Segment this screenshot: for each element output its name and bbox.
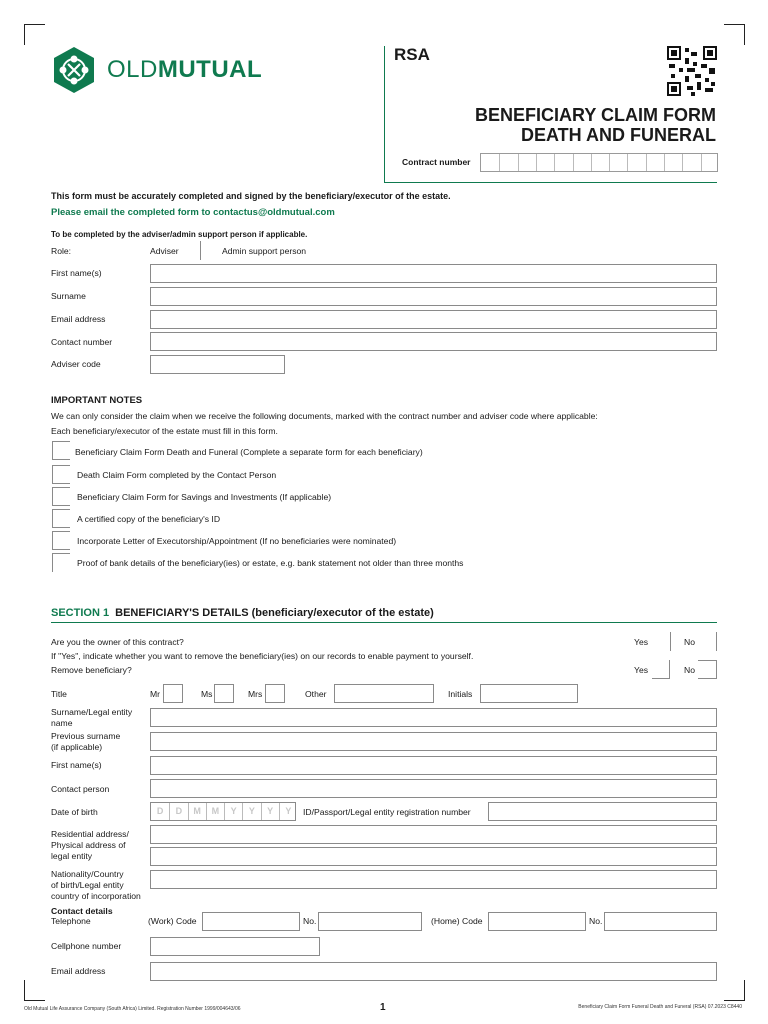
owner-yes-option[interactable]: Yes bbox=[634, 637, 649, 647]
previous-surname-label-line1: Previous surname bbox=[51, 731, 121, 741]
contract-digit-divider bbox=[682, 154, 683, 171]
document-checkbox[interactable] bbox=[52, 531, 70, 550]
contract-digit-divider bbox=[518, 154, 519, 171]
contact-person-label: Contact person bbox=[51, 784, 110, 794]
brand-old-text: OLD bbox=[107, 56, 158, 83]
old-mutual-logo bbox=[50, 46, 300, 96]
adviser-surname-input[interactable] bbox=[150, 287, 717, 306]
title-other-input[interactable] bbox=[334, 684, 434, 703]
initials-input[interactable] bbox=[480, 684, 578, 703]
telephone-label: Telephone bbox=[51, 916, 91, 926]
brand-mutual-text: MUTUAL bbox=[157, 56, 263, 83]
cellphone-input[interactable] bbox=[150, 937, 320, 956]
home-number-input[interactable] bbox=[604, 912, 717, 931]
dob-digit-cell: Y bbox=[279, 803, 297, 820]
section1-rule bbox=[51, 622, 717, 623]
dob-digit-cell: Y bbox=[224, 803, 242, 820]
nationality-label-line1: Nationality/Country bbox=[51, 869, 124, 879]
form-title-line2: DEATH AND FUNERAL bbox=[521, 125, 716, 145]
cellphone-label: Cellphone number bbox=[51, 941, 122, 951]
surname-label-line2: name bbox=[51, 718, 73, 728]
contract-digit-divider bbox=[646, 154, 647, 171]
residential-address-label bbox=[51, 829, 129, 862]
document-checkbox[interactable] bbox=[52, 509, 70, 528]
notes-line-1: We can only consider the claim when we receive the following documents, marked with the contract number and adviser code where applicable: bbox=[51, 411, 598, 421]
surname-label-line1: Surname/Legal entity bbox=[51, 707, 133, 717]
header-horizontal-rule bbox=[384, 182, 717, 183]
email-instruction-line: Please email the completed form to contactus@oldmutual.com bbox=[51, 207, 335, 218]
dob-digit-cell: D bbox=[156, 806, 164, 816]
contract-digit-divider bbox=[609, 154, 610, 171]
title-label: Title bbox=[51, 689, 67, 699]
qr-code-icon bbox=[667, 46, 717, 96]
title-mrs-checkbox[interactable] bbox=[265, 684, 285, 703]
document-item: Beneficiary Claim Form Death and Funeral (Complete a separate form for each beneficiary) bbox=[75, 447, 423, 457]
contract-digit-divider bbox=[573, 154, 574, 171]
remove-yes-checkbox[interactable] bbox=[652, 660, 670, 679]
footer-form-reference: Beneficiary Claim Form Funeral Death and Funeral (RSA) 07.2023 C8440 bbox=[578, 1004, 742, 1010]
crop-mark-bottom-left bbox=[24, 980, 45, 1001]
crop-mark-bottom-right bbox=[724, 980, 745, 1001]
work-number-label: No. bbox=[303, 916, 317, 926]
important-notes-heading: IMPORTANT NOTES bbox=[51, 395, 143, 406]
intro-line: This form must be accurately completed and signed by the beneficiary/executor of the estate. bbox=[51, 191, 451, 201]
role-admin-option[interactable]: Admin support person bbox=[222, 246, 307, 256]
document-checkbox[interactable] bbox=[52, 487, 70, 506]
owner-question: Are you the owner of this contract? bbox=[51, 637, 184, 647]
notes-line-2: Each beneficiary/executor of the estate must fill in this form. bbox=[51, 426, 278, 436]
title-other-label: Other bbox=[305, 689, 327, 699]
contract-digit-divider bbox=[627, 154, 628, 171]
page-number: 1 bbox=[380, 1002, 386, 1013]
first-names-input[interactable] bbox=[150, 756, 717, 775]
form-title-line1: BENEFICIARY CLAIM FORM bbox=[475, 105, 716, 125]
dob-digit-cell: D bbox=[169, 803, 187, 820]
owner-no-checkbox[interactable] bbox=[716, 632, 717, 651]
dob-digit-cell: M bbox=[188, 803, 206, 820]
owner-no-option[interactable]: No bbox=[684, 637, 695, 647]
document-item: Death Claim Form completed by the Contact Person bbox=[77, 470, 277, 480]
document-item: Incorporate Letter of Executorship/Appointment (If no beneficiaries were nominated) bbox=[77, 536, 397, 546]
home-code-label: (Home) Code bbox=[431, 916, 483, 926]
nationality-label-line2: of birth/Legal entity bbox=[51, 880, 124, 890]
section1-title: BENEFICIARY'S DETAILS (beneficiary/executor of the estate) bbox=[115, 607, 434, 619]
title-mr-label: Mr bbox=[150, 689, 161, 699]
dob-digit-cell: Y bbox=[261, 803, 279, 820]
role-label: Role: bbox=[51, 246, 72, 256]
old-mutual-emblem-icon bbox=[50, 46, 98, 94]
contact-details-heading: Contact details bbox=[51, 906, 113, 916]
dob-digit-cell: M bbox=[206, 803, 224, 820]
dob-digit-cell: Y bbox=[242, 803, 260, 820]
residential-address-label-line1: Residential address/ bbox=[51, 829, 129, 839]
role-adviser-checkbox[interactable] bbox=[200, 241, 201, 260]
document-item: Proof of bank details of the beneficiary(ies) or estate, e.g. bank statement not older than three months bbox=[77, 558, 464, 568]
nationality-input[interactable] bbox=[150, 870, 717, 889]
crop-mark-top-right bbox=[724, 24, 745, 45]
role-adviser-option[interactable]: Adviser bbox=[150, 246, 179, 256]
adviser-surname-label: Surname bbox=[51, 291, 86, 301]
previous-surname-label bbox=[51, 731, 120, 753]
remove-no-option[interactable]: No bbox=[684, 665, 695, 675]
section1-number: SECTION 1 bbox=[51, 607, 110, 619]
adviser-contact-input[interactable] bbox=[150, 332, 717, 351]
contract-digit-divider bbox=[499, 154, 500, 171]
nationality-label bbox=[51, 869, 141, 902]
adviser-first-names-input[interactable] bbox=[150, 264, 717, 283]
country-label: RSA bbox=[394, 45, 430, 64]
adviser-contact-label: Contact number bbox=[51, 337, 113, 347]
form-title bbox=[475, 105, 716, 145]
header-vertical-rule bbox=[384, 46, 385, 182]
contract-digit-divider bbox=[664, 154, 665, 171]
title-ms-label: Ms bbox=[201, 689, 213, 699]
remove-beneficiary-question: Remove beneficiary? bbox=[51, 665, 132, 675]
document-item: Beneficiary Claim Form for Savings and Investments (If applicable) bbox=[77, 492, 332, 502]
crop-mark-top-left bbox=[24, 24, 45, 45]
document-item: A certified copy of the beneficiary's ID bbox=[77, 514, 221, 524]
previous-surname-input[interactable] bbox=[150, 732, 717, 751]
document-checkbox[interactable] bbox=[52, 465, 70, 484]
residential-address-input-line2[interactable] bbox=[150, 847, 717, 866]
residential-address-label-line2: Physical address of bbox=[51, 840, 126, 850]
residential-address-input-line1[interactable] bbox=[150, 825, 717, 844]
contract-digit-divider bbox=[536, 154, 537, 171]
section1-heading bbox=[51, 607, 434, 619]
title-ms-checkbox[interactable] bbox=[214, 684, 234, 703]
home-number-label: No. bbox=[589, 916, 603, 926]
id-number-label: ID/Passport/Legal entity registration number bbox=[303, 807, 471, 817]
work-number-input[interactable] bbox=[318, 912, 422, 931]
first-names-label: First name(s) bbox=[51, 760, 102, 770]
contract-number-input[interactable] bbox=[480, 153, 718, 172]
nationality-label-line3: country of incorporation bbox=[51, 891, 141, 901]
surname-input[interactable] bbox=[150, 708, 717, 727]
date-of-birth-input[interactable] bbox=[150, 802, 296, 821]
contract-digit-divider bbox=[701, 154, 702, 171]
date-of-birth-label: Date of birth bbox=[51, 807, 98, 817]
adviser-email-label: Email address bbox=[51, 314, 106, 324]
owner-yes-checkbox[interactable] bbox=[670, 632, 671, 651]
contract-digit-divider bbox=[554, 154, 555, 171]
contract-number-label: Contract number bbox=[402, 157, 471, 167]
title-mrs-label: Mrs bbox=[248, 689, 263, 699]
remove-no-checkbox[interactable] bbox=[698, 660, 717, 679]
previous-surname-label-line2: (if applicable) bbox=[51, 742, 103, 752]
document-checkbox[interactable] bbox=[52, 553, 70, 572]
work-code-input[interactable] bbox=[202, 912, 300, 931]
id-number-input[interactable] bbox=[488, 802, 717, 821]
adviser-first-names-label: First name(s) bbox=[51, 268, 102, 278]
work-code-label: (Work) Code bbox=[148, 916, 197, 926]
owner-note: If "Yes", indicate whether you want to remove the beneficiary(ies) on our records to enable payment to yourself. bbox=[51, 651, 474, 661]
adviser-heading: To be completed by the adviser/admin support person if applicable. bbox=[51, 230, 308, 239]
contact-person-input[interactable] bbox=[150, 779, 717, 798]
surname-label bbox=[51, 707, 132, 729]
adviser-code-label: Adviser code bbox=[51, 359, 101, 369]
contract-digit-divider bbox=[591, 154, 592, 171]
adviser-email-input[interactable] bbox=[150, 310, 717, 329]
adviser-code-input[interactable] bbox=[150, 355, 285, 374]
title-mr-checkbox[interactable] bbox=[163, 684, 183, 703]
footer-company: Old Mutual Life Assurance Company (South Africa) Limited. Registration Number 1999/004643/06 bbox=[24, 1006, 241, 1012]
email-label: Email address bbox=[51, 966, 106, 976]
initials-label: Initials bbox=[448, 689, 473, 699]
home-code-input[interactable] bbox=[488, 912, 586, 931]
remove-yes-option[interactable]: Yes bbox=[634, 665, 649, 675]
document-checkbox[interactable] bbox=[52, 441, 70, 460]
residential-address-label-line3: legal entity bbox=[51, 851, 93, 861]
email-input[interactable] bbox=[150, 962, 717, 981]
